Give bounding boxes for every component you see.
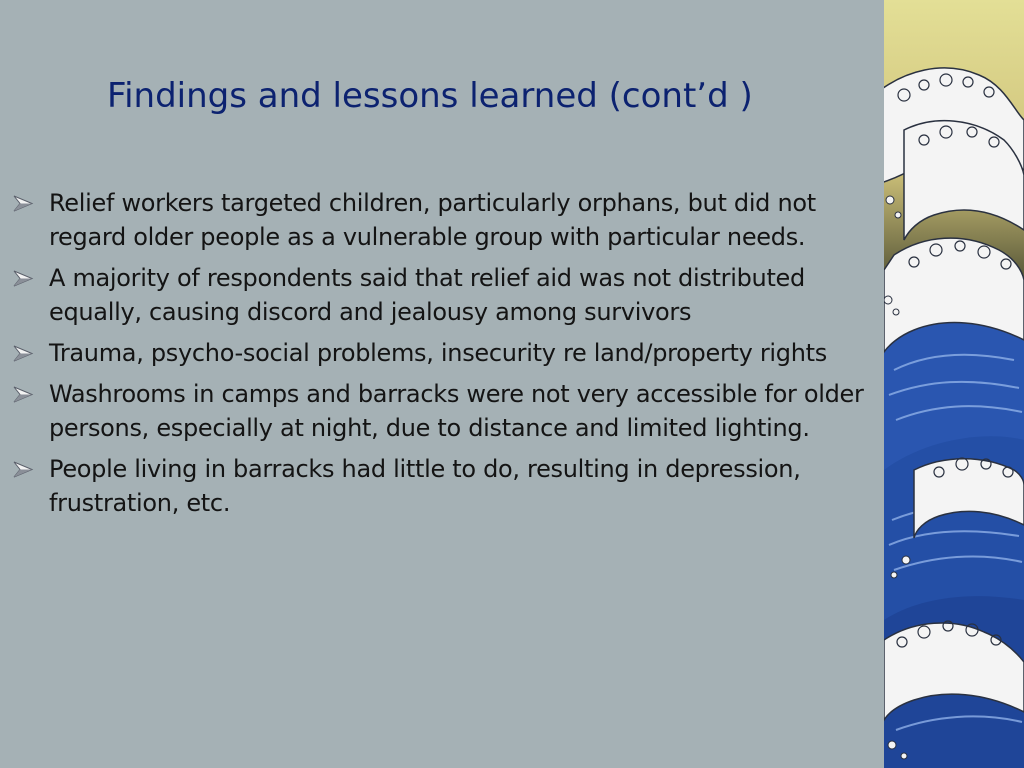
arrowhead-bullet-icon <box>12 377 49 403</box>
bullet-text: Relief workers targeted children, particularly orphans, but did not regard older people as a vulnerable group with particular needs. <box>49 189 816 251</box>
bullet-text: A majority of respondents said that relief aid was not distributed equally, causing discord and jealousy among survivors <box>49 264 805 326</box>
bullet-item <box>12 377 872 445</box>
bullet-text: People living in barracks had little to do, resulting in depression, frustration, etc. <box>49 455 801 517</box>
bullet-item <box>12 452 872 520</box>
arrowhead-bullet-icon <box>12 336 49 362</box>
bullet-item <box>12 186 872 254</box>
arrowhead-bullet-icon <box>12 261 49 287</box>
arrowhead-bullet-icon <box>12 186 49 212</box>
bullet-item <box>12 261 872 329</box>
bullet-text: Trauma, psycho-social problems, insecurity re land/property rights <box>49 339 827 367</box>
bullet-text: Washrooms in camps and barracks were not very accessible for older persons, especially at night, due to distance and limited lighting. <box>49 380 864 442</box>
bullet-list <box>12 186 872 527</box>
arrowhead-bullet-icon <box>12 452 49 478</box>
bullet-item <box>12 336 872 370</box>
slide-title: Findings and lessons learned (cont’d ) <box>107 76 753 116</box>
wave-decoration <box>884 0 1024 768</box>
